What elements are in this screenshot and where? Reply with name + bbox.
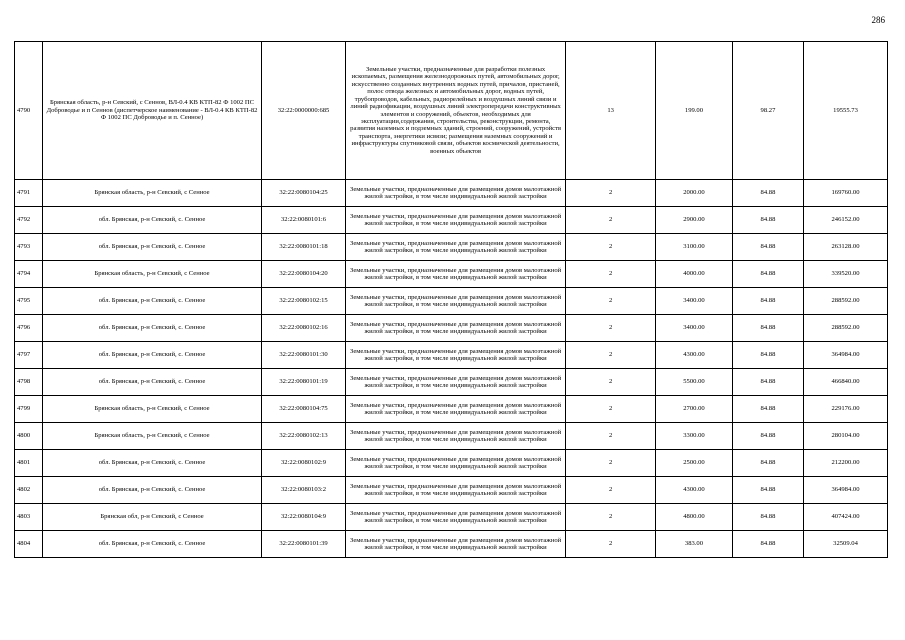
row-address: Брянская область, р-н Севский, с Сеннов, ВЛ-0.4 КВ КТП-82 Ф 1002 ПС Доброводье и п Сеннов (диспетчерское наименование - ВЛ-0.4 КВ КТП-82 Ф 1002 ПС Доброводье и п. Сенное): [42, 42, 261, 180]
table-row: [15, 477, 888, 504]
row-category: 2: [566, 531, 656, 558]
row-permitted-use: Земельные участки, предназначенные для размещения домов малоэтажной жилой застройки, в том числе индивидуальной жилой застройки: [345, 315, 565, 342]
row-category: 2: [566, 504, 656, 531]
row-cadastral-number: 32:22:0080102:9: [262, 450, 346, 477]
row-rate: 84.88: [732, 261, 803, 288]
table-body: [15, 42, 888, 558]
row-category: 2: [566, 396, 656, 423]
row-cadastral-value: 19555.73: [804, 42, 888, 180]
row-category: 2: [566, 261, 656, 288]
row-cadastral-number: 32:22:0000000:685: [262, 42, 346, 180]
row-cadastral-value: 364984.00: [804, 477, 888, 504]
row-rate: 98.27: [732, 42, 803, 180]
row-area: 2000.00: [656, 180, 733, 207]
row-rate: 84.88: [732, 423, 803, 450]
table-row: [15, 369, 888, 396]
row-cadastral-value: 288592.00: [804, 315, 888, 342]
row-area: 3300.00: [656, 423, 733, 450]
row-rate: 84.88: [732, 234, 803, 261]
row-permitted-use: Земельные участки, предназначенные для размещения домов малоэтажной жилой застройки, в том числе индивидуальной жилой застройки: [345, 288, 565, 315]
row-area: 2700.00: [656, 396, 733, 423]
row-cadastral-value: 32509.04: [804, 531, 888, 558]
row-address: обл. Брянская, р-н Севский, с. Сенное: [42, 315, 261, 342]
row-area: 3100.00: [656, 234, 733, 261]
row-number: 4791: [15, 180, 43, 207]
row-cadastral-value: 407424.00: [804, 504, 888, 531]
row-cadastral-number: 32:22:0080102:16: [262, 315, 346, 342]
row-category: 2: [566, 423, 656, 450]
row-number: 4801: [15, 450, 43, 477]
table-row: [15, 396, 888, 423]
table-row: [15, 450, 888, 477]
row-rate: 84.88: [732, 504, 803, 531]
row-number: 4802: [15, 477, 43, 504]
row-address: обл. Брянская, р-н Севский, с. Сенное: [42, 450, 261, 477]
row-area: 3400.00: [656, 315, 733, 342]
table-row: [15, 342, 888, 369]
table-row: [15, 42, 888, 180]
row-cadastral-value: 466840.00: [804, 369, 888, 396]
row-cadastral-value: 339520.00: [804, 261, 888, 288]
row-address: Брянская область, р-н Севский, с Сенное: [42, 396, 261, 423]
row-category: 2: [566, 450, 656, 477]
row-number: 4795: [15, 288, 43, 315]
row-cadastral-number: 32:22:0080103:2: [262, 477, 346, 504]
row-area: 3400.00: [656, 288, 733, 315]
row-cadastral-number: 32:22:0080104:9: [262, 504, 346, 531]
row-rate: 84.88: [732, 531, 803, 558]
row-cadastral-number: 32:22:0080101:18: [262, 234, 346, 261]
row-number: 4792: [15, 207, 43, 234]
row-rate: 84.88: [732, 180, 803, 207]
table-row: [15, 504, 888, 531]
row-number: 4796: [15, 315, 43, 342]
row-area: 4300.00: [656, 477, 733, 504]
page-number: 286: [871, 15, 885, 25]
table-row: [15, 288, 888, 315]
row-permitted-use: Земельные участки, предназначенные для размещения домов малоэтажной жилой застройки, в том числе индивидуальной жилой застройки: [345, 234, 565, 261]
row-category: 2: [566, 369, 656, 396]
land-registry-table: [14, 41, 888, 558]
row-area: 4300.00: [656, 342, 733, 369]
row-cadastral-number: 32:22:0080101:6: [262, 207, 346, 234]
row-permitted-use: Земельные участки, предназначенные для размещения домов малоэтажной жилой застройки, в том числе индивидуальной жилой застройки: [345, 423, 565, 450]
row-cadastral-value: 169760.00: [804, 180, 888, 207]
row-area: 4000.00: [656, 261, 733, 288]
row-permitted-use: Земельные участки, предназначенные для размещения домов малоэтажной жилой застройки, в том числе индивидуальной жилой застройки: [345, 531, 565, 558]
table-row: [15, 531, 888, 558]
row-permitted-use: Земельные участки, предназначенные для размещения домов малоэтажной жилой застройки, в том числе индивидуальной жилой застройки: [345, 180, 565, 207]
row-cadastral-number: 32:22:0080102:13: [262, 423, 346, 450]
row-category: 2: [566, 234, 656, 261]
row-address: обл. Брянская, р-н Севский, с. Сенное: [42, 369, 261, 396]
row-rate: 84.88: [732, 396, 803, 423]
row-permitted-use: Земельные участки, предназначенные для размещения домов малоэтажной жилой застройки, в том числе индивидуальной жилой застройки: [345, 450, 565, 477]
row-number: 4803: [15, 504, 43, 531]
row-permitted-use: Земельные участки, предназначенные для разработки полезных ископаемых, размещения железнодорожных путей, автомобильных дорог, искусственно созданных внутренних водных путей, причалов, пристаней, полос отвода железных и автомобильных дорог, водных путей, трубопроводов, кабельных, радиорелейных и воздушных линий связи и линий радиофикации, воздушных линий электропередачи конструктивных элементов и сооружений, объектов, необходимых для эксплуатации,содержания, строительства, реконструкции, ремонта, развития наземных и подземных зданий, строений, сооружений, устройств транспорта, энергетики исвязи; размещения наземных сооружений и инфраструктуры спутниковой связи, объектов космической деятельности, военных объектов: [345, 42, 565, 180]
row-address: Брянская область, р-н Севский, с Сенное: [42, 423, 261, 450]
row-number: 4793: [15, 234, 43, 261]
row-address: Брянская область, р-н Севский, с Сенное: [42, 261, 261, 288]
row-number: 4797: [15, 342, 43, 369]
row-cadastral-value: 280104.00: [804, 423, 888, 450]
row-rate: 84.88: [732, 207, 803, 234]
row-cadastral-number: 32:22:0080102:15: [262, 288, 346, 315]
row-cadastral-number: 32:22:0080104:75: [262, 396, 346, 423]
row-rate: 84.88: [732, 342, 803, 369]
table-row: [15, 315, 888, 342]
row-address: обл. Брянская, р-н Севский, с. Сенное: [42, 531, 261, 558]
row-category: 2: [566, 477, 656, 504]
row-category: 13: [566, 42, 656, 180]
row-category: 2: [566, 207, 656, 234]
row-number: 4799: [15, 396, 43, 423]
row-address: Брянская область, р-н Севский, с Сенное: [42, 180, 261, 207]
row-cadastral-number: 32:22:0080104:20: [262, 261, 346, 288]
row-rate: 84.88: [732, 315, 803, 342]
row-number: 4790: [15, 42, 43, 180]
row-number: 4804: [15, 531, 43, 558]
row-area: 199.00: [656, 42, 733, 180]
row-address: обл. Брянская, р-н Севский, с. Сенное: [42, 477, 261, 504]
row-permitted-use: Земельные участки, предназначенные для размещения домов малоэтажной жилой застройки, в том числе индивидуальной жилой застройки: [345, 504, 565, 531]
row-cadastral-value: 212200.00: [804, 450, 888, 477]
table-row: [15, 234, 888, 261]
row-permitted-use: Земельные участки, предназначенные для размещения домов малоэтажной жилой застройки, в том числе индивидуальной жилой застройки: [345, 261, 565, 288]
row-number: 4794: [15, 261, 43, 288]
row-permitted-use: Земельные участки, предназначенные для размещения домов малоэтажной жилой застройки, в том числе индивидуальной жилой застройки: [345, 396, 565, 423]
row-category: 2: [566, 342, 656, 369]
row-cadastral-number: 32:22:0080101:39: [262, 531, 346, 558]
row-rate: 84.88: [732, 477, 803, 504]
row-cadastral-value: 246152.00: [804, 207, 888, 234]
row-address: обл. Брянская, р-н Севский, с. Сенное: [42, 342, 261, 369]
row-cadastral-value: 263128.00: [804, 234, 888, 261]
row-number: 4798: [15, 369, 43, 396]
row-area: 2900.00: [656, 207, 733, 234]
row-rate: 84.88: [732, 369, 803, 396]
row-cadastral-value: 288592.00: [804, 288, 888, 315]
row-permitted-use: Земельные участки, предназначенные для размещения домов малоэтажной жилой застройки, в том числе индивидуальной жилой застройки: [345, 207, 565, 234]
table-row: [15, 261, 888, 288]
row-area: 383.00: [656, 531, 733, 558]
row-cadastral-value: 364984.00: [804, 342, 888, 369]
table-row: [15, 423, 888, 450]
table-row: [15, 180, 888, 207]
row-address: Брянская обл, р-н Севский, с Сенное: [42, 504, 261, 531]
row-category: 2: [566, 180, 656, 207]
row-permitted-use: Земельные участки, предназначенные для размещения домов малоэтажной жилой застройки, в том числе индивидуальной жилой застройки: [345, 369, 565, 396]
row-rate: 84.88: [732, 450, 803, 477]
row-cadastral-number: 32:22:0080104:25: [262, 180, 346, 207]
row-permitted-use: Земельные участки, предназначенные для размещения домов малоэтажной жилой застройки, в том числе индивидуальной жилой застройки: [345, 342, 565, 369]
row-number: 4800: [15, 423, 43, 450]
row-rate: 84.88: [732, 288, 803, 315]
row-address: обл. Брянская, р-н Севский, с. Сенное: [42, 234, 261, 261]
table-row: [15, 207, 888, 234]
row-category: 2: [566, 288, 656, 315]
row-area: 2500.00: [656, 450, 733, 477]
row-permitted-use: Земельные участки, предназначенные для размещения домов малоэтажной жилой застройки, в том числе индивидуальной жилой застройки: [345, 477, 565, 504]
row-cadastral-value: 229176.00: [804, 396, 888, 423]
row-area: 5500.00: [656, 369, 733, 396]
row-cadastral-number: 32:22:0080101:19: [262, 369, 346, 396]
row-address: обл. Брянская, р-н Севский, с. Сенное: [42, 207, 261, 234]
row-address: обл. Брянская, р-н Севский, с. Сенное: [42, 288, 261, 315]
row-cadastral-number: 32:22:0080101:30: [262, 342, 346, 369]
row-area: 4800.00: [656, 504, 733, 531]
row-category: 2: [566, 315, 656, 342]
